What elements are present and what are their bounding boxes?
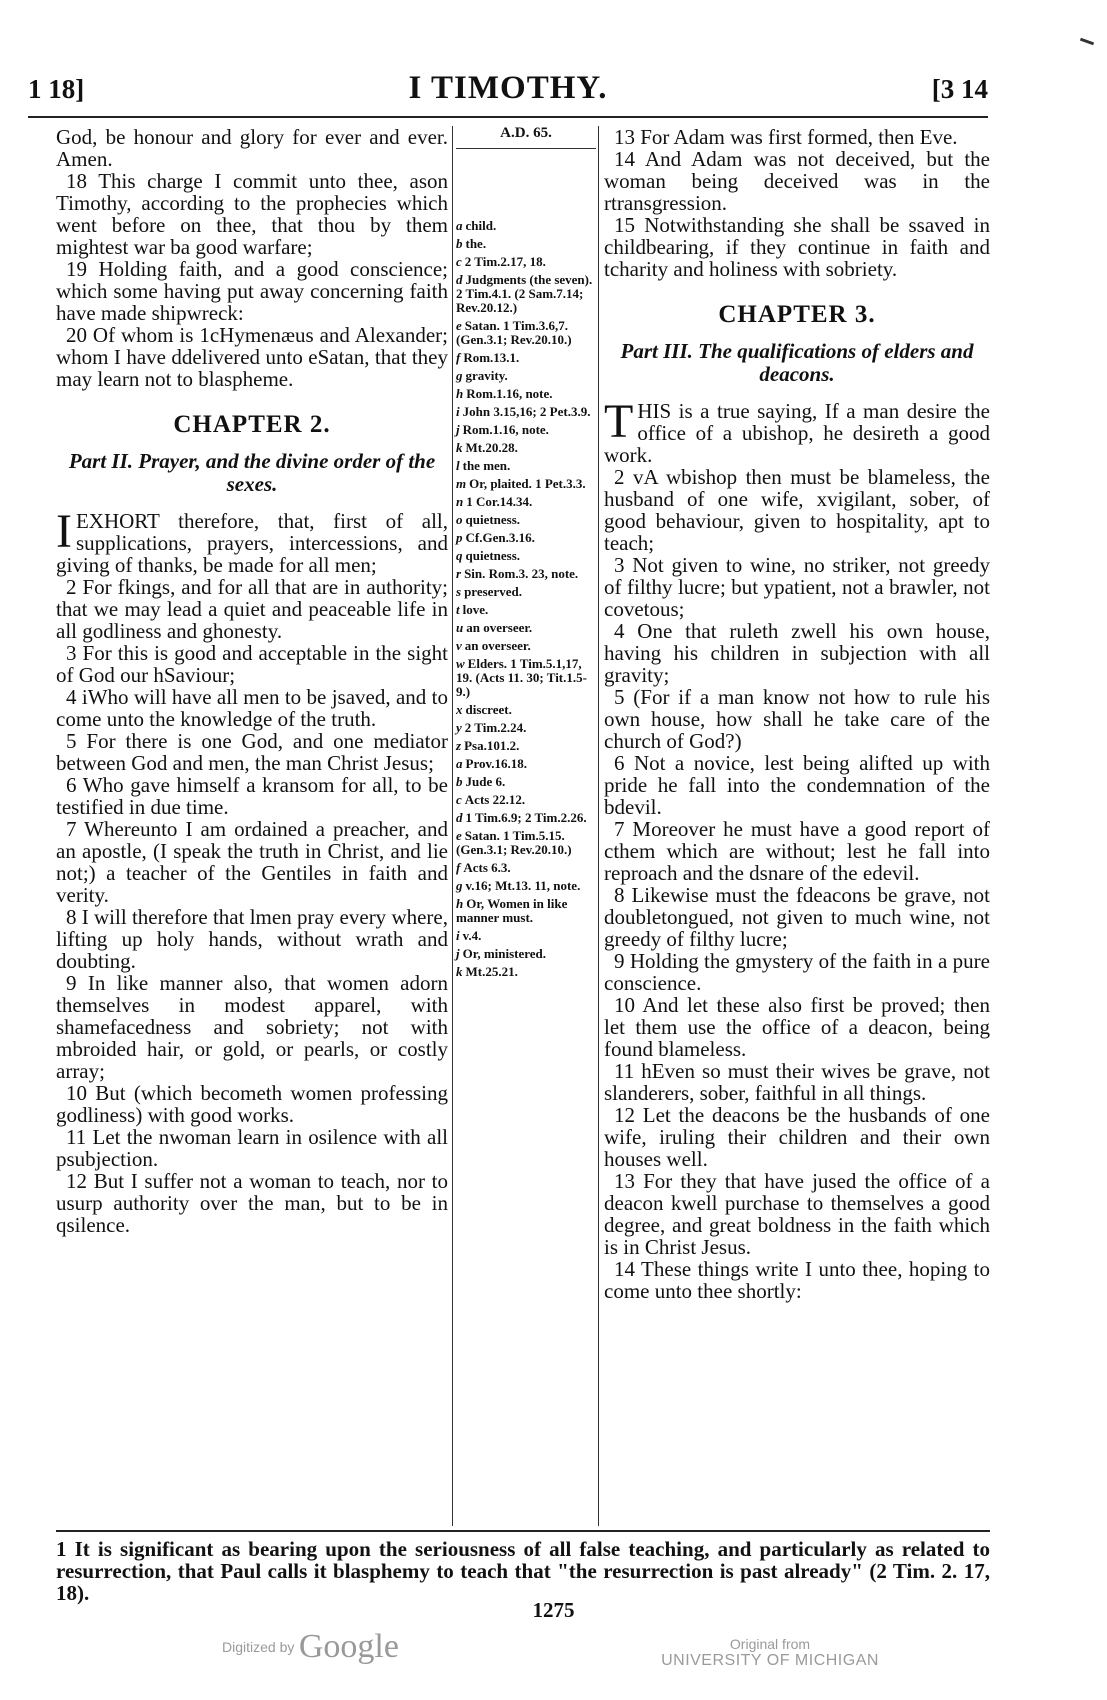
header-rule [28, 116, 988, 118]
part-heading [604, 340, 990, 386]
margin-reference [456, 495, 596, 509]
reference-text: 1 Tim.6.9; 2 Tim.2.26. [465, 810, 587, 825]
verse-text: 13 For they that have jused the office of a deacon kwell purchase to themselves a good degree, and great boldness in the faith which is in Christ Jesus. [604, 1169, 990, 1259]
reference-text: Elders. 1 Tim.5.1,17, 19. (Acts 11. 30; Tit.1.5-9.) [456, 656, 587, 699]
reference-letter: v [456, 638, 462, 653]
verse-text: 20 Of whom is 1cHymenæus and Alexander; whom I have ddelivered unto eSatan, that they may learn not to blaspheme. [56, 323, 448, 391]
reference-text: Prov.16.18. [465, 756, 528, 771]
verse-text: 5 (For if a man know not how to rule his own house, how shall he take care of the church of God?) [604, 685, 990, 753]
margin-reference [456, 531, 596, 545]
header-left-ref: 1 18] [28, 74, 85, 104]
drop-cap: T [604, 395, 634, 448]
part-title: Prayer, and the divine order of the sexes. [138, 449, 436, 496]
margin-reference [456, 793, 596, 807]
margin-reference [456, 639, 596, 653]
reference-text: preserved. [464, 584, 522, 599]
margin-reference [456, 965, 596, 979]
reference-letter: n [456, 494, 464, 509]
verse-text: 10 But (which becometh women professing godliness) with good works. [56, 1081, 448, 1127]
university-label: UNIVERSITY OF MICHIGAN [661, 1652, 879, 1669]
reference-text: discreet. [465, 702, 512, 717]
margin-reference [456, 703, 596, 717]
reference-letter: w [456, 656, 465, 671]
verse-text: God, be honour and glory for ever and ever. Amen. [56, 125, 448, 171]
verse-text: 6 Not a novice, lest being alifted up with pride he fall into the condemnation of the bdevil. [604, 751, 990, 819]
part-label: Part III. [620, 339, 693, 363]
reference-letter: e [456, 828, 462, 843]
reference-letter: p [456, 530, 463, 545]
reference-letter: i [456, 404, 460, 419]
reference-text: quietness. [465, 548, 521, 563]
reference-text: Acts 22.12. [464, 792, 526, 807]
header-book-title: I TIMOTHY. [408, 70, 608, 106]
reference-letter: f [456, 860, 461, 875]
reference-text: gravity. [465, 368, 508, 383]
reference-letter: o [456, 512, 463, 527]
verse-text: 8 Likewise must the fdeacons be grave, not doubletongued, not given to much wine, not greedy of filthy lucre; [604, 883, 990, 951]
verse-text: 15 Notwithstanding she shall be ssaved in childbearing, if they continue in faith and tcharity and holiness with sobriety. [604, 213, 990, 281]
footnote-rule [56, 1530, 990, 1532]
verse-text: 18 This charge I commit unto thee, ason Timothy, according to the prophecies which went before on thee, that thou by them mightest war ba good warfare; [56, 169, 448, 259]
reference-text: Cf.Gen.3.16. [465, 530, 535, 545]
reference-letter: l [456, 458, 460, 473]
reference-text: v.16; Mt.13. 11, note. [465, 878, 581, 893]
margin-reference [456, 621, 596, 635]
verse-text [604, 395, 990, 467]
reference-letter: a [456, 756, 463, 771]
reference-letter: g [456, 368, 463, 383]
reference-text: Rom.1.16, note. [462, 422, 549, 437]
reference-letter: s [456, 584, 462, 599]
verse-text: 10 And let these also first be proved; then let them use the office of a deacon, being found blameless. [604, 993, 990, 1061]
reference-letter: y [456, 720, 462, 735]
verse-body: HIS is a true saying, If a man desire the office of a ubishop, he desireth a good work. [604, 399, 990, 467]
verse-text [56, 505, 448, 577]
reference-letter: z [456, 738, 462, 753]
part-title: The qualifications of elders and deacons. [698, 339, 974, 386]
reference-letter: i [456, 928, 460, 943]
reference-letter: a [456, 218, 463, 233]
reference-text: 1 Cor.14.34. [466, 494, 533, 509]
margin-reference [456, 351, 596, 365]
margin-reference [456, 255, 596, 269]
reference-letter: d [456, 272, 463, 287]
margin-reference [456, 219, 596, 233]
reference-letter: j [456, 422, 460, 437]
verse-text: 14 And Adam was not deceived, but the woman being deceived was in the rtransgression. [604, 147, 990, 215]
reference-letter: h [456, 896, 464, 911]
verse-text: 8 I will therefore that lmen pray every where, lifting up holy hands, without wrath and doubting. [56, 905, 448, 973]
left-column [56, 126, 448, 1236]
reference-text: child. [465, 218, 497, 233]
reference-text: the men. [462, 458, 511, 473]
verse-text: 4 One that ruleth zwell his own house, having his children in subjection with all gravity; [604, 619, 990, 687]
verse-text: 11 hEven so must their wives be grave, not slanderers, sober, faithful in all things. [604, 1059, 990, 1105]
verse-text: 11 Let the nwoman learn in osilence with all psubjection. [56, 1125, 448, 1171]
reference-letter: k [456, 964, 463, 979]
chapter-heading: CHAPTER 3. [718, 301, 876, 328]
reference-text: 2 Tim.2.24. [464, 720, 527, 735]
reference-text: Acts 6.3. [463, 860, 511, 875]
reference-list [456, 219, 596, 979]
margin-reference [456, 405, 596, 419]
marginal-references [456, 126, 596, 983]
chapter-heading: CHAPTER 2. [173, 411, 331, 438]
verse-text: 7 Moreover he must have a good report of cthem which are without; lest he fall into reproach and the dsnare of the edevil. [604, 817, 990, 885]
verse-text: 12 But I suffer not a woman to teach, nor to usurp authority over the man, but to be in qsilence. [56, 1169, 448, 1237]
verse-text: 2 For fkings, and for all that are in authority; that we may lead a quiet and peaceable life in all godliness and ghonesty. [56, 575, 448, 643]
header-right-ref: [3 14 [931, 74, 988, 104]
verse-text: 4 iWho will have all men to be jsaved, and to come unto the knowledge of the truth. [56, 685, 448, 731]
corner-mark [1080, 38, 1094, 46]
reference-letter: x [456, 702, 463, 717]
margin-reference [456, 585, 596, 599]
google-logo: Google [298, 1628, 399, 1665]
margin-reference [456, 829, 596, 857]
reference-letter: r [456, 566, 462, 581]
reference-text: Satan. 1 Tim.5.15. (Gen.3.1; Rev.20.10.) [456, 828, 572, 857]
reference-letter: q [456, 548, 463, 563]
margin-reference [456, 861, 596, 875]
verse-text: 3 For this is good and acceptable in the sight of God our hSaviour; [56, 641, 448, 687]
margin-reference [456, 459, 596, 473]
reference-letter: m [456, 476, 467, 491]
column-divider-left [452, 126, 453, 1526]
margin-reference [456, 811, 596, 825]
verse-text: 5 For there is one God, and one mediator between God and men, the man Christ Jesus; [56, 729, 448, 775]
right-column [604, 126, 990, 1302]
date-label: A.D. 65. [456, 126, 596, 149]
margin-reference [456, 947, 596, 961]
reference-text: Or, Women in like manner must. [456, 896, 568, 925]
reference-letter: c [456, 254, 462, 269]
margin-reference [456, 657, 596, 699]
verse-text: 3 Not given to wine, no striker, not greedy of filthy lucre; but ypatient, not a brawler, not covetous; [604, 553, 990, 621]
verse-text: 9 In like manner also, that women adorn themselves in modest apparel, with shamefacedness and sobriety; not with mbroided hair, or gold, or pearls, or costly array; [56, 971, 448, 1083]
margin-reference [456, 739, 596, 753]
reference-text: John 3.15,16; 2 Pet.3.9. [462, 404, 591, 419]
verse-text: 13 For Adam was first formed, then Eve. [614, 125, 958, 149]
verse-text: 6 Who gave himself a kransom for all, to be testified in due time. [56, 773, 448, 819]
reference-letter: b [456, 236, 463, 251]
reference-letter: t [456, 602, 460, 617]
margin-reference [456, 879, 596, 893]
margin-reference [456, 369, 596, 383]
margin-reference [456, 441, 596, 455]
margin-reference [456, 721, 596, 735]
margin-reference [456, 387, 596, 401]
reference-text: Or, plaited. 1 Pet.3.3. [469, 476, 586, 491]
reference-letter: j [456, 946, 460, 961]
margin-reference [456, 319, 596, 347]
part-label: Part II. [68, 449, 134, 473]
reference-text: Sin. Rom.3. 23, note. [464, 566, 579, 581]
drop-cap: I [56, 505, 72, 558]
reference-text: the. [465, 236, 487, 251]
reference-text: Mt.25.21. [465, 964, 518, 979]
digitized-by-label: Digitized by [222, 1639, 295, 1655]
part-heading [56, 450, 448, 496]
verse-text: 9 Holding the gmystery of the faith in a pure conscience. [604, 949, 990, 995]
reference-letter: g [456, 878, 463, 893]
reference-text: an overseer. [464, 638, 531, 653]
reference-text: Judgments (the seven). 2 Tim.4.1. (2 Sam.7.14; Rev.20.12.) [456, 272, 593, 315]
verse-text: 12 Let the deacons be the husbands of one wife, iruling their children and their own houses well. [604, 1103, 990, 1171]
reference-text: quietness. [465, 512, 521, 527]
column-divider-right [598, 126, 599, 1526]
verse-body: EXHORT therefore, that, first of all, supplications, prayers, intercessions, and giving of thanks, be made for all men; [56, 509, 448, 577]
original-source [630, 1636, 910, 1670]
reference-text: Satan. 1 Tim.3.6,7. (Gen.3.1; Rev.20.10.) [456, 318, 572, 347]
page-header [28, 68, 988, 108]
margin-reference [456, 603, 596, 617]
reference-letter: d [456, 810, 463, 825]
reference-text: Mt.20.28. [465, 440, 518, 455]
reference-text: Or, ministered. [462, 946, 547, 961]
margin-reference [456, 423, 596, 437]
margin-reference [456, 757, 596, 771]
digitized-watermark [222, 1628, 399, 1666]
reference-text: Rom.13.1. [463, 350, 520, 365]
reference-text: Jude 6. [465, 774, 506, 789]
reference-text: love. [462, 602, 489, 617]
margin-reference [456, 237, 596, 251]
margin-reference [456, 513, 596, 527]
margin-reference [456, 929, 596, 943]
margin-reference [456, 273, 596, 315]
reference-letter: u [456, 620, 464, 635]
reference-text: Psa.101.2. [464, 738, 520, 753]
reference-letter: b [456, 774, 463, 789]
reference-text: Rom.1.16, note. [466, 386, 553, 401]
reference-letter: c [456, 792, 462, 807]
reference-letter: k [456, 440, 463, 455]
margin-reference [456, 549, 596, 563]
margin-reference [456, 567, 596, 581]
verse-text: 2 vA wbishop then must be blameless, the husband of one wife, xvigilant, sober, of good behaviour, given to hospitality, apt to teach; [604, 465, 990, 555]
reference-letter: h [456, 386, 464, 401]
footnote: 1 It is significant as bearing upon the seriousness of all false teaching, and particularly as related to resurrection, that Paul calls it blasphemy to teach that "the resurrection is past already" (2 Tim. 2. 17, 18). [56, 1537, 990, 1605]
reference-letter: f [456, 350, 461, 365]
reference-text: v.4. [462, 928, 482, 943]
original-from-label: Original from [729, 1636, 811, 1652]
reference-text: an overseer. [466, 620, 533, 635]
reference-text: 2 Tim.2.17, 18. [464, 254, 546, 269]
margin-reference [456, 775, 596, 789]
verse-text: 7 Whereunto I am ordained a preacher, and an apostle, (I speak the truth in Christ, and lie not;) a teacher of the Gentiles in faith and verity. [56, 817, 448, 907]
margin-reference [456, 897, 596, 925]
margin-reference [456, 477, 596, 491]
verse-text: 19 Holding faith, and a good conscience; which some having put away concerning faith have made shipwreck: [56, 257, 448, 325]
verse-text: 14 These things write I unto thee, hoping to come unto thee shortly: [604, 1257, 990, 1303]
page-number: 1275 [532, 1598, 575, 1622]
reference-letter: e [456, 318, 462, 333]
